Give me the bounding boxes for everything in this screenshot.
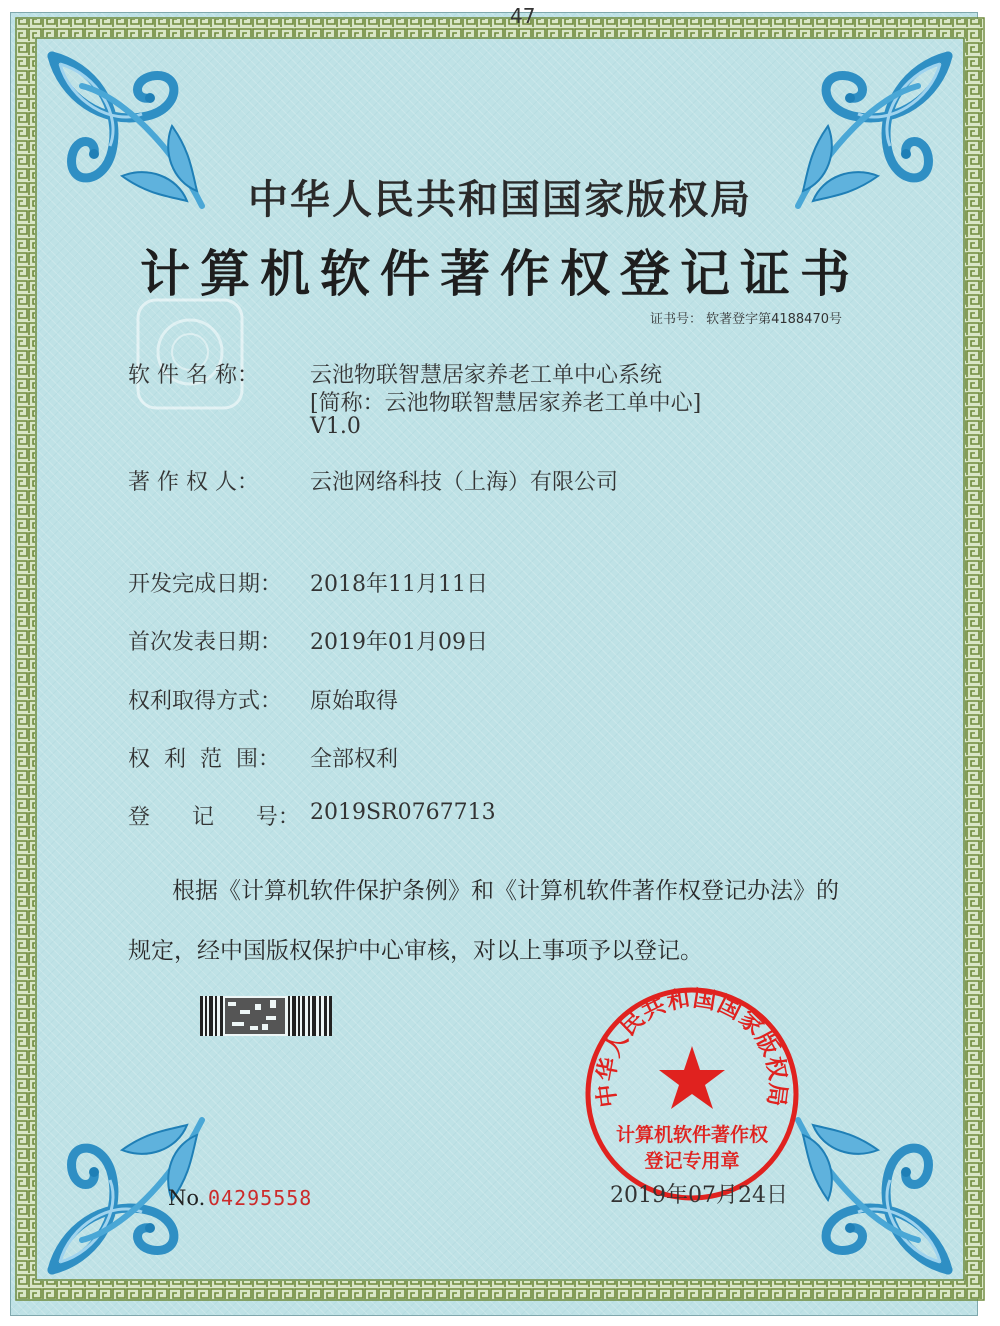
rights-scope-label: 权 利 范 围： <box>128 747 280 772</box>
serial-number: 04295558 <box>208 1186 313 1210</box>
seal-ring-text: 中华人民共和国国家版权局 <box>593 985 791 1109</box>
software-name-label: 软 件 名 称： <box>128 363 259 388</box>
registration-number-label: 登 记 号： <box>128 805 300 830</box>
software-version: V1.0 <box>310 414 361 439</box>
serial-label: No. <box>168 1186 206 1210</box>
handwritten-mark: 47 <box>510 4 536 28</box>
acquisition-method-label: 权利取得方式： <box>128 689 283 714</box>
publication-date-label: 首次发表日期： <box>128 630 283 655</box>
statement-line-1: 根据《计算机软件保护条例》和《计算机软件著作权登记办法》的 <box>172 878 839 904</box>
acquisition-method-value: 原始取得 <box>310 689 399 714</box>
document-title: 计算机软件著作权登记证书 <box>140 245 860 303</box>
rights-scope-value: 全部权利 <box>310 747 399 772</box>
seal-center-line-1: 计算机软件著作权 <box>615 1124 768 1146</box>
completion-date-label: 开发完成日期： <box>128 572 283 597</box>
barcode <box>200 996 332 1036</box>
issuing-authority: 中华人民共和国国家版权局 <box>248 177 752 223</box>
completion-date-value: 2018年11月11日 <box>310 572 488 597</box>
corner-ornament-bottom-right <box>798 1120 948 1270</box>
publication-date-value: 2019年01月09日 <box>310 630 488 655</box>
software-short-name: [简称：云池物联智慧居家养老工单中心] <box>310 391 702 416</box>
issue-date: 2019年07月24日 <box>610 1183 788 1208</box>
copyright-owner-label: 著 作 权 人： <box>128 470 259 495</box>
software-name-value: 云池物联智慧居家养老工单中心系统 <box>310 363 663 388</box>
statement-line-2: 规定，经中国版权保护中心审核，对以上事项予以登记。 <box>128 938 703 964</box>
copyright-owner-value: 云池网络科技（上海）有限公司 <box>310 470 619 495</box>
registration-number-value: 2019SR0767713 <box>310 800 496 825</box>
watermark-emblem <box>134 296 246 412</box>
seal-center-line-2: 登记专用章 <box>644 1150 740 1172</box>
official-seal <box>582 984 802 1204</box>
certificate-number: 证书号： 软著登字第4188470号 <box>649 312 842 327</box>
